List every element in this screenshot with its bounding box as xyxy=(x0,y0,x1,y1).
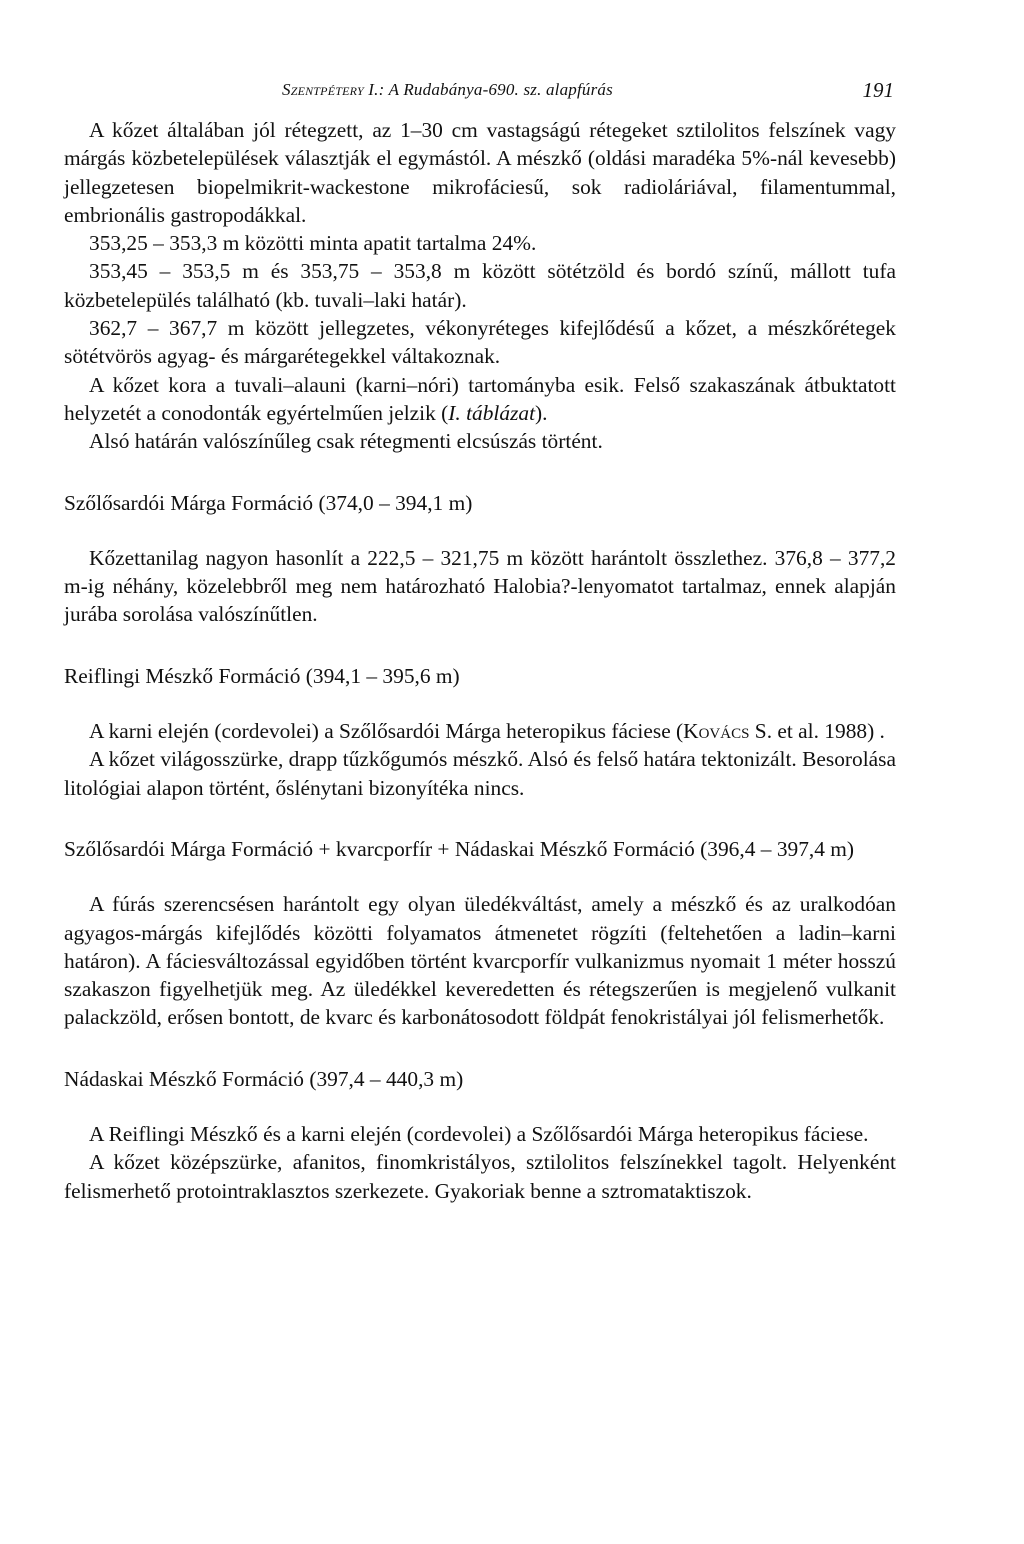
paragraph: A fúrás szerencsésen harántolt egy olyan üledékváltást, amely a mészkő és az uralkodóan agyagos-márgás kifejlődés közötti folyamatos átmenetet rögzíti (feltehetően a ladin–karni határon). A fáciesváltozással egyidőben történt kvarcporfír vulkanizmus nyomait 1 méter hosszú szakaszon figyelhetjük meg. Az üledékkel keveredetten és rétegszerűen is megjelenő vulkanit palackzöld, erősen bontott, de kvarc és karbonátosodott földpát fenokristályai jól felismerhetők. xyxy=(64,892,896,1030)
section-nadaskai xyxy=(64,1065,896,1205)
paragraph: A kőzet középszürke, afanitos, finomkristályos, sztilolitos felszínekkel tagolt. Helyenként felismerhető protointraklasztos szerkezete. Gyakoriak benne a sztromataktiszok. xyxy=(64,1150,896,1203)
paragraph-text: A kőzet kora a tuvali–alauni (karni–nóri) tartományba esik. Felső szakaszának átbuktatott helyzetét a conodonták egyértelműen jelzik ( xyxy=(64,372,896,425)
section-heading: Nádaskai Mészkő Formáció (397,4 – 440,3 m) xyxy=(64,1066,464,1091)
document-page xyxy=(64,78,896,1205)
section-heading: Szőlősardói Márga Formáció + kvarcporfír + Nádaskai Mészkő Formáció (396,4 – 397,4 m) xyxy=(64,836,855,861)
paragraph: 353,25 – 353,3 m közötti minta apatit tartalma 24%. xyxy=(89,231,537,256)
section-szolosardoi-1 xyxy=(64,489,896,629)
paragraph: 353,45 – 353,5 m és 353,75 – 353,8 m között sötétzöld és bordó színű, mállott tufa közbetelepülés található (kb. tuvali–laki határ). xyxy=(64,259,896,312)
paragraph xyxy=(64,717,896,745)
intro-text xyxy=(64,116,896,456)
paragraph: 362,7 – 367,7 m között jellegzetes, vékonyréteges kifejlődésű a kőzet, a mészkőrétegek sötétvörös agyag- és márgarétegekkel váltakoznak. xyxy=(64,316,896,369)
paragraph xyxy=(64,371,896,428)
paragraph-text: ). xyxy=(535,400,548,425)
running-title-text: A Rudabánya-690. sz. alapfúrás xyxy=(388,80,613,99)
section-reiflingi xyxy=(64,662,896,802)
paragraph: A kőzet világosszürke, drapp tűzkőgumós mészkő. Alsó és felső határa tektonizált. Besorolása litológiai alapon történt, őslénytani bizonyítéka nincs. xyxy=(64,747,896,800)
paragraph: A Reiflingi Mészkő és a karni elején (cordevolei) a Szőlősardói Márga heteropikus fáciese. xyxy=(89,1122,869,1147)
paragraph: A kőzet általában jól rétegzett, az 1–30 cm vastagságú rétegeket sztilolitos felszínek vagy márgás közbetelepülések választják el egymástól. A mészkő (oldási maradéka 5%-nál kevesebb) jellegzetesen biopelmikrit-wackestone mikrofáciesű, sok radioláriával, filamentummal, embrionális gastropodákkal. xyxy=(64,118,896,227)
section-szolosardoi-kvarcporfir-nadaskai xyxy=(64,835,896,1032)
running-title-author: Szentpétery I.: xyxy=(282,80,385,99)
paragraph: Alsó határán valószínűleg csak rétegmenti elcsúszás történt. xyxy=(89,429,603,454)
section-heading: Szőlősardói Márga Formáció (374,0 – 394,1 m) xyxy=(64,490,473,515)
paragraph-text: S. et al. 1988) . xyxy=(749,719,885,744)
running-header xyxy=(64,78,896,104)
page-number: 191 xyxy=(862,78,894,102)
citation-author: Kovács xyxy=(683,719,750,744)
paragraph-text: A karni elején (cordevolei) a Szőlősardói Márga heteropikus fáciese ( xyxy=(89,719,684,744)
table-reference: I. táblázat xyxy=(448,400,536,425)
paragraph: Kőzettanilag nagyon hasonlít a 222,5 – 321,75 m között harántolt összlethez. 376,8 – 377,2 m-ig néhány, közelebbről meg nem határozható Halobia?-lenyomatot tartalmaz, ennek alapján jurába sorolása valószínűtlen. xyxy=(64,545,896,627)
section-heading: Reiflingi Mészkő Formáció (394,1 – 395,6 m) xyxy=(64,663,460,688)
running-title xyxy=(282,80,613,100)
